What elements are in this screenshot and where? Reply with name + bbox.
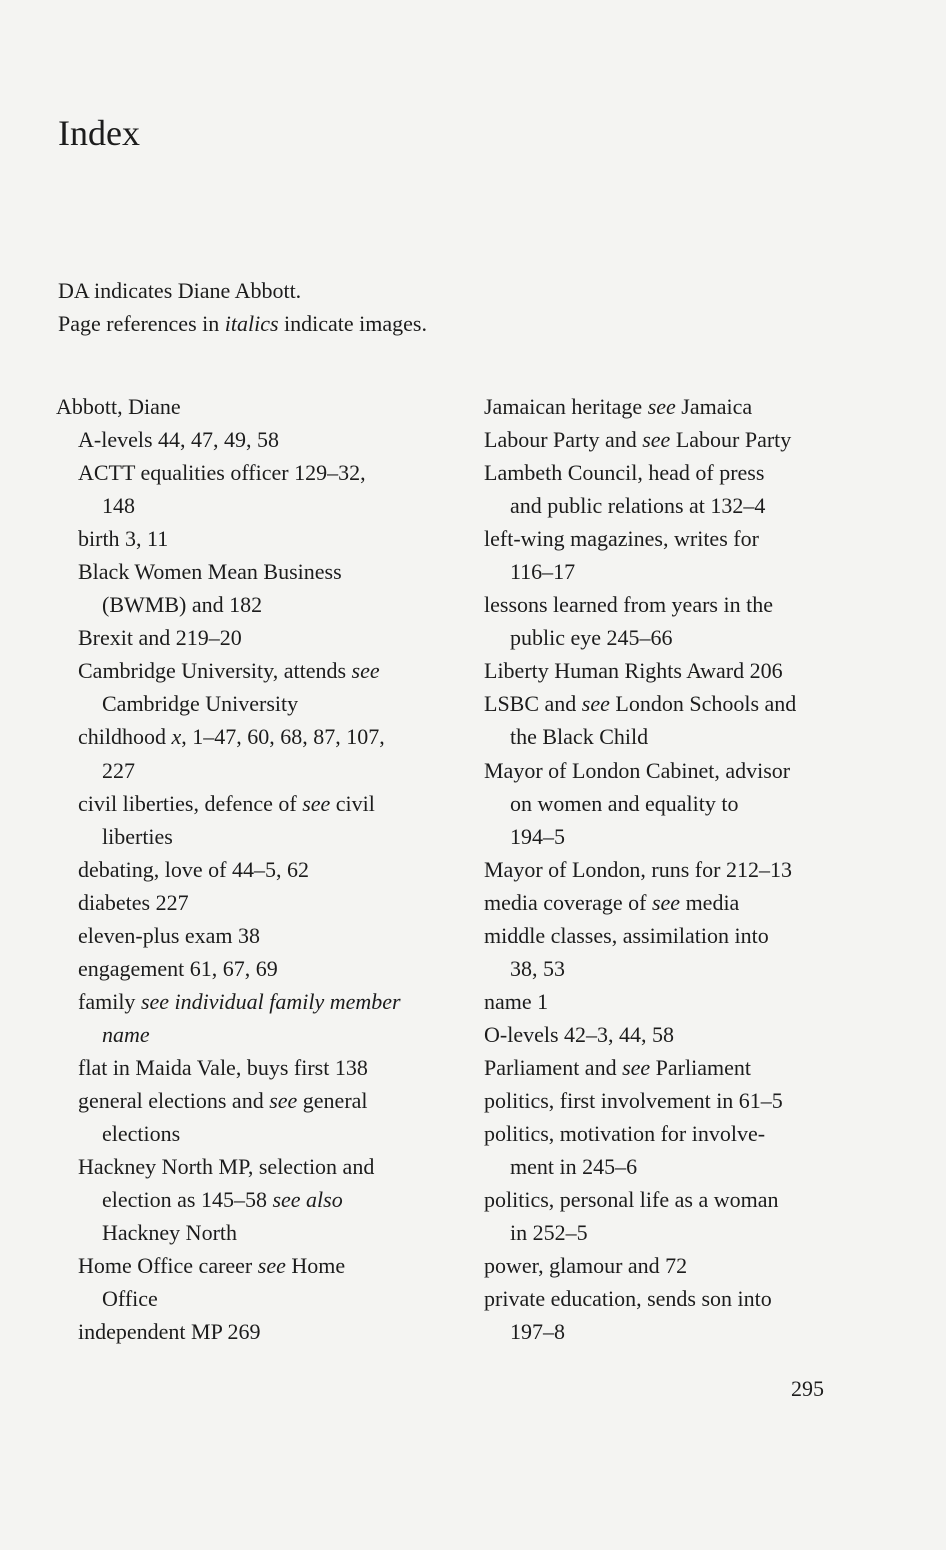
index-italic-text: see	[581, 691, 610, 717]
note-italics-word: italics	[224, 311, 279, 336]
index-text: Abbott, Diane	[56, 394, 181, 419]
index-line	[56, 985, 426, 1018]
index-line	[56, 1150, 426, 1183]
index-text: Black Women Mean Business	[78, 559, 342, 585]
index-text: and public relations at 132–4	[510, 493, 766, 519]
index-text: London Schools and	[609, 691, 797, 717]
index-line	[482, 1051, 842, 1084]
index-text: Labour Party and	[484, 427, 643, 453]
note-italics	[58, 307, 427, 340]
index-text: Hackney North MP, selection and	[78, 1154, 375, 1180]
index-line	[482, 522, 842, 555]
index-line	[482, 720, 842, 753]
index-text: civil liberties, defence of	[78, 790, 303, 816]
index-text: Parliament and	[484, 1054, 623, 1080]
index-line	[56, 720, 426, 753]
index-line	[482, 952, 842, 985]
index-text: middle classes, assimilation into	[484, 922, 769, 948]
index-line	[56, 1282, 426, 1315]
index-line	[56, 390, 426, 423]
index-line	[482, 1282, 842, 1315]
index-text: Cambridge University	[102, 691, 299, 717]
index-text: elections	[102, 1121, 181, 1147]
index-line	[56, 654, 426, 687]
index-italic-text: see	[257, 1253, 286, 1279]
index-line	[56, 1315, 426, 1348]
index-italic-text: see	[269, 1087, 298, 1113]
index-line	[56, 886, 426, 919]
index-text: media coverage of	[484, 889, 652, 915]
index-line	[56, 1183, 426, 1216]
index-line	[56, 555, 426, 588]
index-line	[482, 1249, 842, 1282]
index-line	[56, 754, 426, 787]
note-abbreviation: DA indicates Diane Abbott.	[58, 278, 302, 303]
index-text: Office	[102, 1286, 158, 1312]
index-text: 227	[102, 757, 135, 783]
index-line	[56, 1084, 426, 1117]
index-text: Lambeth Council, head of press	[484, 460, 765, 486]
index-line	[56, 621, 426, 654]
index-text: name 1	[484, 988, 549, 1014]
page-title: Index	[58, 113, 140, 153]
index-line	[482, 654, 842, 687]
index-text: LSBC and	[484, 691, 582, 717]
index-line	[482, 886, 842, 919]
index-line	[482, 1084, 842, 1117]
index-line	[482, 687, 842, 720]
index-text: 197–8	[510, 1319, 565, 1345]
page-number: 295	[791, 1376, 824, 1401]
index-text: election as 145–58	[102, 1187, 273, 1213]
index-line	[56, 522, 426, 555]
index-text: A-levels 44, 47, 49, 58	[78, 427, 280, 453]
index-notes	[58, 274, 427, 340]
index-line	[56, 1117, 426, 1150]
index-text: diabetes 227	[78, 889, 189, 915]
index-line	[482, 489, 842, 522]
index-text: power, glamour and 72	[484, 1253, 688, 1279]
index-text: public eye 245–66	[510, 625, 673, 651]
index-line	[482, 1183, 842, 1216]
index-text: , 1–47, 60, 68, 87, 107,	[181, 724, 385, 750]
index-text: ment in 245–6	[510, 1154, 638, 1180]
index-line	[482, 1315, 842, 1348]
index-line	[56, 588, 426, 621]
index-text: ACTT equalities officer 129–32,	[78, 460, 366, 486]
index-line	[482, 985, 842, 1018]
index-line	[56, 489, 426, 522]
index-text: Mayor of London Cabinet, advisor	[484, 757, 791, 783]
index-text: Home Office career	[78, 1253, 258, 1279]
index-text: debating, love of 44–5, 62	[78, 856, 309, 882]
index-line	[482, 1150, 842, 1183]
index-line	[482, 555, 842, 588]
index-text: media	[680, 889, 740, 915]
index-italic-text: see	[647, 394, 676, 419]
index-text: the Black Child	[510, 724, 649, 750]
index-text: 148	[102, 493, 135, 519]
index-line	[56, 456, 426, 489]
index-text: independent MP 269	[78, 1319, 261, 1345]
index-line	[482, 1018, 842, 1051]
index-text: Home	[285, 1253, 346, 1279]
index-line	[482, 1216, 842, 1249]
index-italic-text: see individual family member	[140, 988, 401, 1014]
index-line	[56, 820, 426, 853]
index-text: childhood	[78, 724, 172, 750]
index-text: politics, motivation for involve-	[484, 1121, 766, 1147]
index-column-right	[482, 390, 842, 1348]
index-text: family	[78, 988, 141, 1014]
index-line	[482, 820, 842, 853]
index-text: Brexit and 219–20	[78, 625, 242, 651]
index-italic-text: x	[171, 724, 182, 750]
index-text: general	[297, 1087, 368, 1113]
note-italics-suffix: indicate images.	[278, 311, 427, 336]
index-text: Labour Party	[670, 427, 792, 453]
index-italic-text: see	[351, 658, 380, 684]
index-column-left	[56, 390, 426, 1348]
index-text: 38, 53	[510, 955, 565, 981]
index-line	[482, 456, 842, 489]
index-text: Hackney North	[102, 1220, 238, 1246]
index-text: general elections and	[78, 1087, 270, 1113]
index-text: lessons learned from years in the	[484, 592, 773, 618]
index-text: politics, first involvement in 61–5	[484, 1087, 783, 1113]
index-italic-text: see	[302, 790, 331, 816]
index-line	[482, 390, 842, 423]
index-line	[482, 588, 842, 621]
index-text: 194–5	[510, 823, 565, 849]
index-line	[56, 1051, 426, 1084]
index-line	[482, 754, 842, 787]
index-text: Parliament	[650, 1054, 751, 1080]
index-line	[56, 1018, 426, 1051]
index-text: left-wing magazines, writes for	[484, 526, 759, 552]
index-italic-text: see	[622, 1054, 651, 1080]
index-line	[56, 1216, 426, 1249]
index-line	[56, 423, 426, 456]
index-text: Jamaican heritage	[484, 394, 648, 419]
index-line	[56, 853, 426, 886]
index-text: civil	[330, 790, 375, 816]
index-line	[56, 919, 426, 952]
index-italic-text: see	[651, 889, 681, 915]
index-text: Mayor of London, runs for 212–13	[484, 856, 792, 882]
index-line	[56, 687, 426, 720]
index-line	[56, 952, 426, 985]
index-line	[482, 1117, 842, 1150]
index-line	[482, 423, 842, 456]
index-text: 116–17	[510, 559, 576, 585]
index-italic-text: see	[642, 427, 671, 453]
index-text: (BWMB) and 182	[102, 592, 263, 618]
index-text: private education, sends son into	[484, 1286, 772, 1312]
index-line	[482, 919, 842, 952]
index-italic-text: see also	[272, 1187, 343, 1213]
index-line	[482, 621, 842, 654]
index-text: Jamaica	[675, 394, 753, 419]
index-italic-text: name	[102, 1021, 150, 1047]
index-text: O-levels 42–3, 44, 58	[484, 1021, 675, 1047]
index-text: liberties	[102, 823, 173, 849]
index-text: Liberty Human Rights Award 206	[484, 658, 783, 684]
index-line	[56, 1249, 426, 1282]
index-text: Cambridge University, attends	[78, 658, 352, 684]
index-text: on women and equality to	[510, 790, 739, 816]
index-text: flat in Maida Vale, buys first 138	[78, 1054, 368, 1080]
index-line	[482, 853, 842, 886]
index-text: eleven-plus exam 38	[78, 922, 261, 948]
note-italics-prefix: Page references in	[58, 311, 225, 336]
index-text: politics, personal life as a woman	[484, 1187, 779, 1213]
index-line	[56, 787, 426, 820]
index-text: birth 3, 11	[78, 526, 169, 552]
index-text: in 252–5	[510, 1220, 588, 1246]
index-text: engagement 61, 67, 69	[78, 955, 278, 981]
index-line	[482, 787, 842, 820]
